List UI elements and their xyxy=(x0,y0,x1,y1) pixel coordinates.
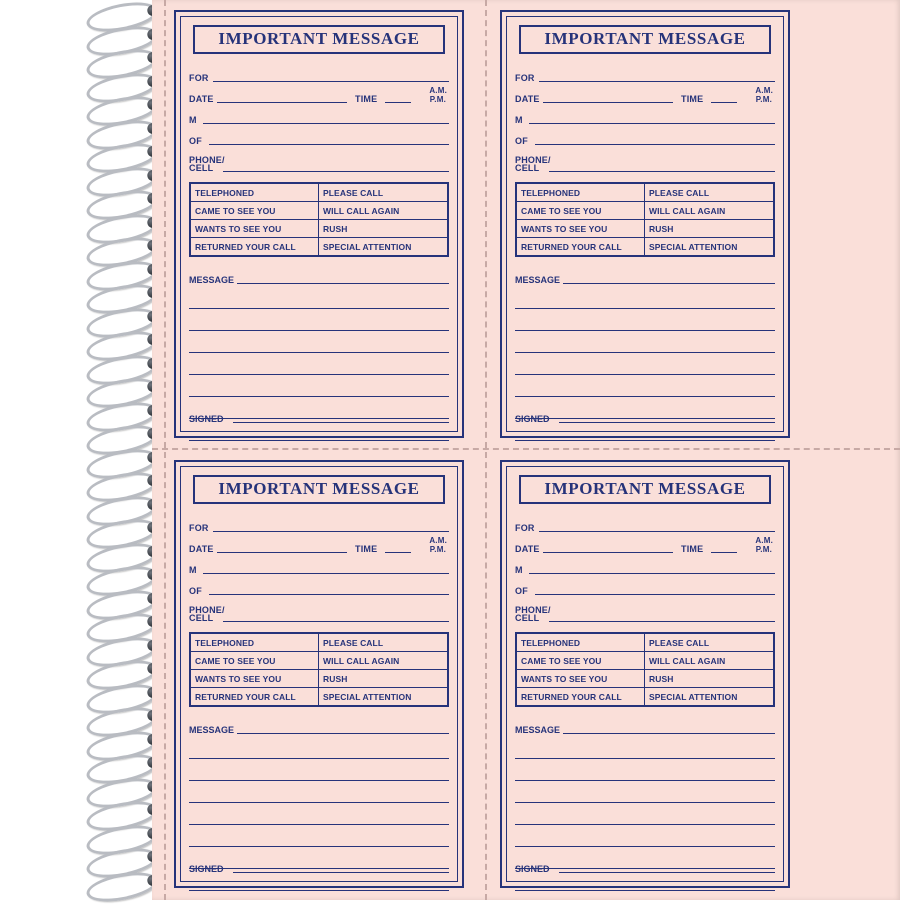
message-line[interactable] xyxy=(189,287,449,309)
message-line[interactable] xyxy=(515,287,775,309)
am-label[interactable]: A.M. xyxy=(755,86,773,95)
paper-sheet xyxy=(152,0,900,900)
field-signed-label: SIGNED xyxy=(189,414,224,424)
checkbox-option[interactable]: CAME TO SEE YOU xyxy=(191,652,319,670)
field-cell-label: CELL xyxy=(515,613,540,623)
checkbox-option[interactable]: TELEPHONED xyxy=(517,184,645,202)
checkbox-option[interactable]: RUSH xyxy=(319,670,447,688)
message-line[interactable] xyxy=(515,825,775,847)
checkbox-option[interactable]: RUSH xyxy=(319,220,447,238)
message-line[interactable] xyxy=(515,331,775,353)
am-label[interactable]: A.M. xyxy=(755,536,773,545)
checkbox-option[interactable]: RUSH xyxy=(645,670,773,688)
field-for-label: FOR xyxy=(189,523,209,533)
message-line[interactable] xyxy=(515,353,775,375)
field-signed-rule xyxy=(559,422,775,423)
field-signed-label: SIGNED xyxy=(515,414,550,424)
message-line[interactable] xyxy=(515,781,775,803)
pm-label[interactable]: P.M. xyxy=(755,95,772,104)
pm-label[interactable]: P.M. xyxy=(755,545,772,554)
field-of-label: OF xyxy=(189,586,202,596)
field-signed[interactable] xyxy=(189,409,449,425)
field-signed-label: SIGNED xyxy=(515,864,550,874)
field-date-time[interactable] xyxy=(189,85,449,106)
field-message-rule xyxy=(563,283,775,284)
field-for-rule xyxy=(213,81,449,82)
field-date-label: DATE xyxy=(189,544,214,554)
field-of-rule xyxy=(535,144,775,145)
checkbox-option[interactable]: TELEPHONED xyxy=(517,634,645,652)
field-of-rule xyxy=(209,144,449,145)
checkbox-option[interactable]: SPECIAL ATTENTION xyxy=(323,241,412,252)
field-of-label: OF xyxy=(515,586,528,596)
perforation-line-left xyxy=(164,0,166,900)
field-phone-label: PHONE/ xyxy=(515,155,551,165)
field-message[interactable] xyxy=(189,269,449,287)
message-line[interactable] xyxy=(515,737,775,759)
checkbox-option[interactable]: RETURNED YOUR CALL xyxy=(191,238,319,255)
checkbox-option[interactable]: RETURNED YOUR CALL xyxy=(517,688,645,705)
checkbox-option[interactable]: CAME TO SEE YOU xyxy=(517,202,645,220)
field-date-rule xyxy=(543,552,673,553)
field-time-rule xyxy=(385,552,411,553)
field-phone-cell[interactable] xyxy=(189,598,449,624)
field-message[interactable] xyxy=(515,269,775,287)
field-of-label: OF xyxy=(189,136,202,146)
checkbox-option[interactable]: WILL CALL AGAIN xyxy=(319,652,447,670)
field-date-time[interactable] xyxy=(515,85,775,106)
field-cell-label: CELL xyxy=(189,163,214,173)
field-of[interactable] xyxy=(515,127,775,148)
field-signed-label: SIGNED xyxy=(189,864,224,874)
checkbox-grid xyxy=(189,182,449,257)
message-line[interactable] xyxy=(515,309,775,331)
field-for-label: FOR xyxy=(515,73,535,83)
message-line[interactable] xyxy=(189,353,449,375)
message-slip-bottom-right xyxy=(500,460,790,888)
checkbox-option[interactable]: WANTS TO SEE YOU xyxy=(517,670,645,688)
field-m[interactable] xyxy=(515,556,775,577)
checkbox-option[interactable]: WANTS TO SEE YOU xyxy=(191,670,319,688)
field-message-label: MESSAGE xyxy=(189,275,235,285)
field-phone-rule xyxy=(223,621,449,622)
field-m-label: M xyxy=(515,565,523,575)
field-signed-rule xyxy=(559,872,775,873)
checkbox-option[interactable]: PLEASE CALL xyxy=(645,184,773,202)
message-line[interactable] xyxy=(189,309,449,331)
field-date-label: DATE xyxy=(515,544,540,554)
field-signed-rule xyxy=(233,422,449,423)
field-date-rule xyxy=(543,102,673,103)
checkbox-option[interactable]: RUSH xyxy=(645,220,773,238)
message-slip-bottom-left xyxy=(174,460,464,888)
field-time-label: TIME xyxy=(355,94,378,104)
field-message-label: MESSAGE xyxy=(515,275,561,285)
field-phone-rule xyxy=(223,171,449,172)
checkbox-option[interactable]: TELEPHONED xyxy=(191,184,319,202)
field-of[interactable] xyxy=(515,577,775,598)
field-message-label: MESSAGE xyxy=(189,725,235,735)
pm-label[interactable]: P.M. xyxy=(429,95,446,104)
field-for[interactable] xyxy=(515,64,775,85)
field-m-label: M xyxy=(515,115,523,125)
checkbox-option[interactable]: WANTS TO SEE YOU xyxy=(191,220,319,238)
field-for-label: FOR xyxy=(189,73,209,83)
field-of[interactable] xyxy=(189,577,449,598)
perforation-line-horizontal xyxy=(152,448,900,450)
field-of-rule xyxy=(209,594,449,595)
field-for[interactable] xyxy=(515,514,775,535)
checkbox-option[interactable]: CAME TO SEE YOU xyxy=(191,202,319,220)
field-phone-label: PHONE/ xyxy=(189,155,225,165)
field-phone-cell[interactable] xyxy=(515,148,775,174)
field-m[interactable] xyxy=(189,556,449,577)
checkbox-option[interactable]: WILL CALL AGAIN xyxy=(319,202,447,220)
field-time-label: TIME xyxy=(681,544,704,554)
checkbox-option[interactable]: RETURNED YOUR CALL xyxy=(517,238,645,255)
field-time-rule xyxy=(711,102,737,103)
field-phone-rule xyxy=(549,621,775,622)
message-line[interactable] xyxy=(189,375,449,397)
slip-title: IMPORTANT MESSAGE xyxy=(519,25,771,54)
field-for-rule xyxy=(539,81,775,82)
field-m-rule xyxy=(203,123,449,124)
message-line[interactable] xyxy=(189,803,449,825)
field-date-label: DATE xyxy=(515,94,540,104)
checkbox-grid xyxy=(515,632,775,707)
field-for-label: FOR xyxy=(515,523,535,533)
field-phone-label: PHONE/ xyxy=(189,605,225,615)
field-m-rule xyxy=(203,573,449,574)
checkbox-option[interactable]: SPECIAL ATTENTION xyxy=(649,691,738,702)
message-line[interactable] xyxy=(515,803,775,825)
field-phone-cell[interactable] xyxy=(515,598,775,624)
field-cell-label: CELL xyxy=(515,163,540,173)
field-signed-rule xyxy=(233,872,449,873)
message-line[interactable] xyxy=(189,737,449,759)
message-line[interactable] xyxy=(515,759,775,781)
message-line[interactable] xyxy=(515,375,775,397)
message-slip-top-right xyxy=(500,10,790,438)
spiral-binding xyxy=(0,0,160,900)
field-for-rule xyxy=(539,531,775,532)
perforation-line-vertical xyxy=(485,0,487,900)
message-line[interactable] xyxy=(189,781,449,803)
field-for[interactable] xyxy=(189,64,449,85)
field-date-time[interactable] xyxy=(189,535,449,556)
field-phone-cell[interactable] xyxy=(189,148,449,174)
message-line[interactable] xyxy=(189,759,449,781)
am-label[interactable]: A.M. xyxy=(429,536,447,545)
slip-inner-border xyxy=(506,466,784,882)
slip-inner-border xyxy=(180,16,458,432)
am-label[interactable]: A.M. xyxy=(429,86,447,95)
field-date-rule xyxy=(217,552,347,553)
field-m[interactable] xyxy=(189,106,449,127)
field-signed[interactable] xyxy=(515,859,775,875)
field-signed[interactable] xyxy=(189,859,449,875)
checkbox-option[interactable]: PLEASE CALL xyxy=(645,634,773,652)
checkbox-option[interactable]: PLEASE CALL xyxy=(319,634,447,652)
slip-title: IMPORTANT MESSAGE xyxy=(519,475,771,504)
checkbox-option[interactable]: WILL CALL AGAIN xyxy=(645,202,773,220)
field-date-label: DATE xyxy=(189,94,214,104)
field-cell-label: CELL xyxy=(189,613,214,623)
checkbox-option[interactable]: SPECIAL ATTENTION xyxy=(323,691,412,702)
checkbox-option[interactable]: RETURNED YOUR CALL xyxy=(191,688,319,705)
field-time-label: TIME xyxy=(355,544,378,554)
field-signed[interactable] xyxy=(515,409,775,425)
checkbox-option[interactable]: SPECIAL ATTENTION xyxy=(649,241,738,252)
field-of-label: OF xyxy=(515,136,528,146)
field-phone-label: PHONE/ xyxy=(515,605,551,615)
field-message-rule xyxy=(237,733,449,734)
field-time-rule xyxy=(385,102,411,103)
field-m[interactable] xyxy=(515,106,775,127)
message-line[interactable] xyxy=(189,825,449,847)
message-slip-top-left xyxy=(174,10,464,438)
field-message[interactable] xyxy=(189,719,449,737)
field-phone-rule xyxy=(549,171,775,172)
checkbox-option[interactable]: WANTS TO SEE YOU xyxy=(517,220,645,238)
field-message-rule xyxy=(237,283,449,284)
field-m-rule xyxy=(529,123,775,124)
pm-label[interactable]: P.M. xyxy=(429,545,446,554)
checkbox-grid xyxy=(189,632,449,707)
checkbox-option[interactable]: WILL CALL AGAIN xyxy=(645,652,773,670)
field-time-rule xyxy=(711,552,737,553)
field-of[interactable] xyxy=(189,127,449,148)
field-time-label: TIME xyxy=(681,94,704,104)
slip-title: IMPORTANT MESSAGE xyxy=(193,475,445,504)
slip-title: IMPORTANT MESSAGE xyxy=(193,25,445,54)
field-m-label: M xyxy=(189,565,197,575)
field-for-rule xyxy=(213,531,449,532)
checkbox-grid xyxy=(515,182,775,257)
message-line[interactable] xyxy=(189,331,449,353)
field-of-rule xyxy=(535,594,775,595)
slip-inner-border xyxy=(180,466,458,882)
field-date-rule xyxy=(217,102,347,103)
field-m-rule xyxy=(529,573,775,574)
field-message-label: MESSAGE xyxy=(515,725,561,735)
field-message-rule xyxy=(563,733,775,734)
checkbox-option[interactable]: CAME TO SEE YOU xyxy=(517,652,645,670)
checkbox-option[interactable]: TELEPHONED xyxy=(191,634,319,652)
checkbox-option[interactable]: PLEASE CALL xyxy=(319,184,447,202)
field-m-label: M xyxy=(189,115,197,125)
field-for[interactable] xyxy=(189,514,449,535)
slip-inner-border xyxy=(506,16,784,432)
field-message[interactable] xyxy=(515,719,775,737)
field-date-time[interactable] xyxy=(515,535,775,556)
